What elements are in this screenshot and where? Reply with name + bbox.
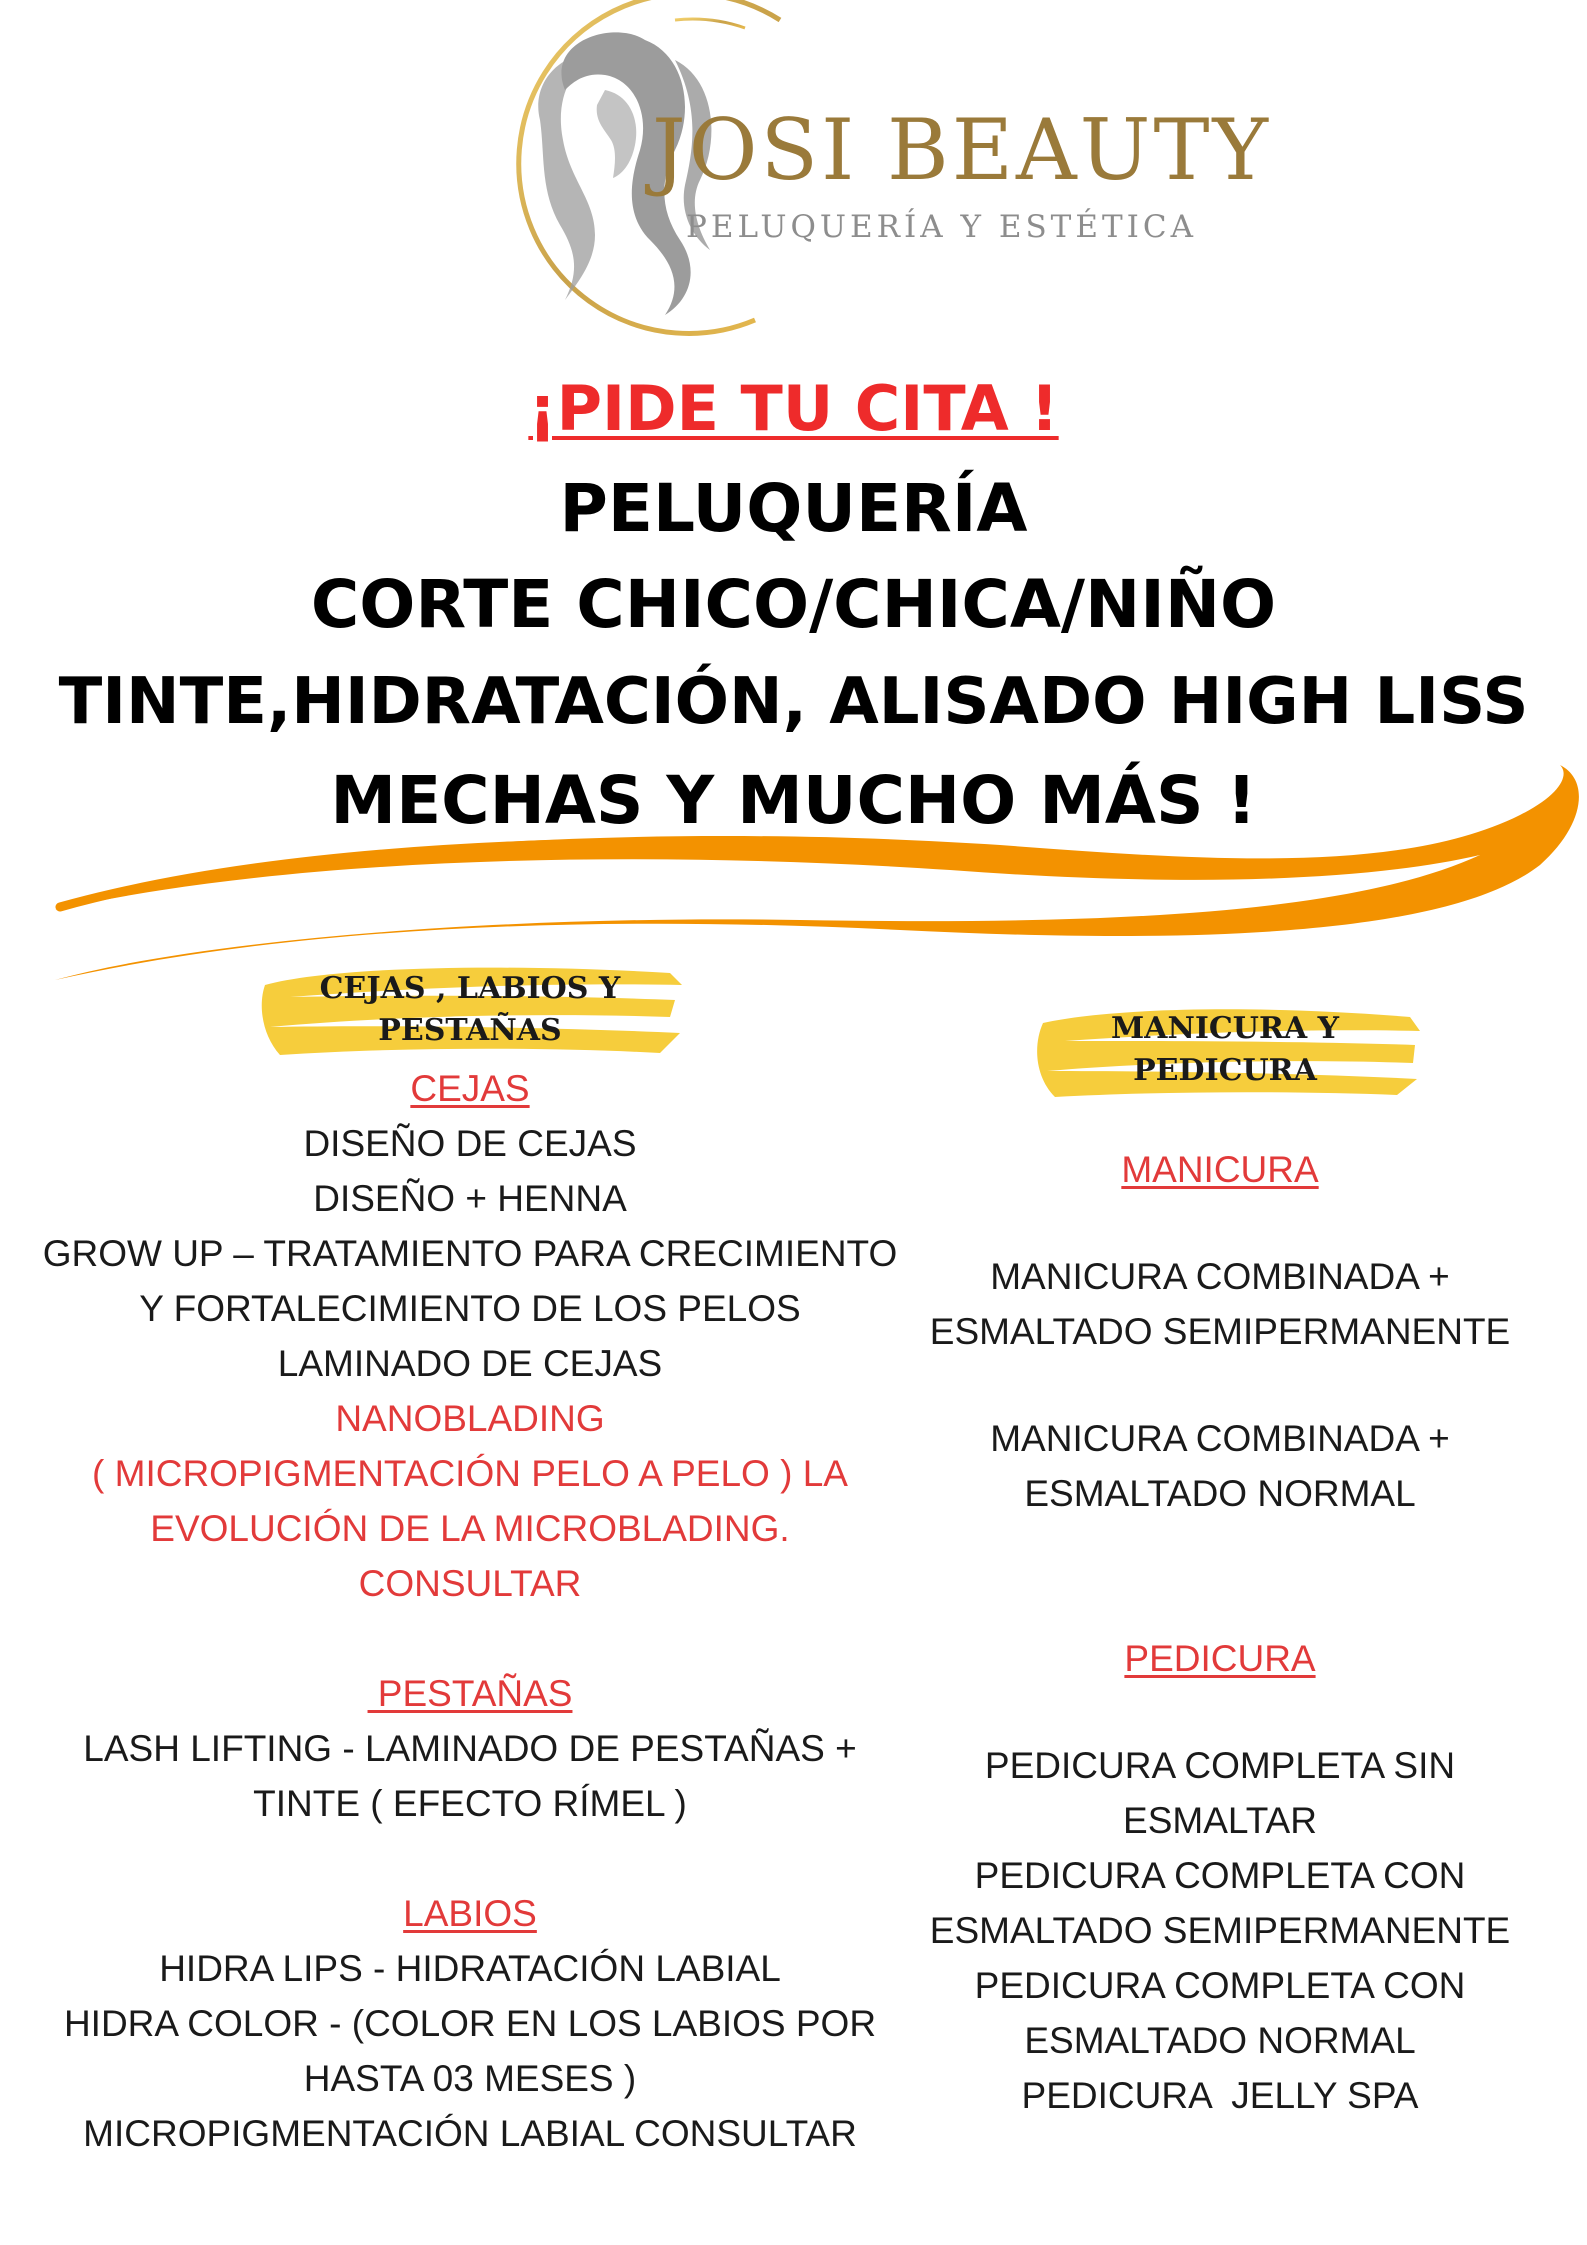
list-item: MANICURA COMBINADA + [990, 1418, 1450, 1459]
list-item: DISEÑO + HENNA [313, 1178, 627, 1219]
list-item: LAMINADO DE CEJAS [277, 1343, 663, 1384]
list-item: ESMALTADO NORMAL [1024, 2020, 1416, 2061]
headline-line-1: PELUQUERÍA [559, 470, 1028, 547]
headline-line-2: CORTE CHICO/CHICA/NIÑO [310, 566, 1277, 643]
badge-title-line-2: PESTAÑAS [378, 1013, 562, 1048]
headline-line-3: TINTE,HIDRATACIÓN, ALISADO HIGH LISS [58, 665, 1529, 739]
headline-line-4: MECHAS Y MUCHO MÁS ! [330, 762, 1257, 839]
list-item: PEDICURA COMPLETA CON [974, 1965, 1466, 2006]
eyebrows-lips-lashes-badge [250, 955, 690, 1065]
section-title-pedicura: PEDICURA [1124, 1638, 1316, 1679]
badge-title-line-1: MANICURA Y [1110, 1011, 1340, 1046]
book-appointment-cta[interactable]: ¡PIDE TU CITA ! [528, 372, 1059, 445]
nanoblading-line: CONSULTAR [358, 1563, 582, 1604]
list-item: HIDRA LIPS - HIDRATACIÓN LABIAL [159, 1948, 781, 1989]
manicure-pedicure-column [900, 1142, 1540, 2123]
list-item: HIDRA COLOR - (COLOR EN LOS LABIOS POR [63, 2003, 877, 2044]
manicure-pedicure-badge [1025, 995, 1425, 1105]
list-item: GROW UP – TRATAMIENTO PARA CRECIMIENTO [42, 1233, 898, 1274]
nanoblading-line: EVOLUCIÓN DE LA MICROBLADING. [150, 1508, 790, 1549]
list-item: ESMALTADO NORMAL [1024, 1473, 1416, 1514]
list-item: ESMALTAR [1123, 1800, 1317, 1841]
list-item: Y FORTALECIMIENTO DE LOS PELOS [139, 1288, 801, 1329]
section-title-labios: LABIOS [403, 1893, 537, 1934]
brand-name: JOSI BEAUTY [652, 101, 1271, 199]
orange-swoosh-divider [0, 755, 1587, 1005]
eyebrows-lips-lashes-column [40, 1061, 900, 2161]
list-item: ESMALTADO SEMIPERMANENTE [929, 1311, 1511, 1352]
list-item: MANICURA COMBINADA + [990, 1256, 1450, 1297]
section-title-pestanas: PESTAÑAS [367, 1673, 573, 1714]
section-title-cejas: CEJAS [410, 1068, 530, 1109]
nanoblading-line: ( MICROPIGMENTACIÓN PELO A PELO ) LA [92, 1453, 848, 1494]
brand-tagline: PELUQUERÍA Y ESTÉTICA [686, 209, 1198, 245]
list-item: DISEÑO DE CEJAS [303, 1123, 637, 1164]
nanoblading-line: NANOBLADING [335, 1398, 605, 1439]
section-title-manicura: MANICURA [1121, 1149, 1319, 1190]
list-item: TINTE ( EFECTO RÍMEL ) [253, 1783, 687, 1824]
list-item: MICROPIGMENTACIÓN LABIAL CONSULTAR [83, 2113, 857, 2154]
list-item: ESMALTADO SEMIPERMANENTE [929, 1910, 1511, 1951]
list-item: PEDICURA COMPLETA SIN [984, 1745, 1456, 1786]
badge-title-line-2: PEDICURA [1133, 1053, 1317, 1088]
list-item: PEDICURA JELLY SPA [1021, 2075, 1419, 2116]
list-item: PEDICURA COMPLETA CON [974, 1855, 1466, 1896]
badge-title-line-1: CEJAS , LABIOS Y [319, 971, 621, 1006]
list-item: HASTA 03 MESES ) [303, 2058, 637, 2099]
list-item: LASH LIFTING - LAMINADO DE PESTAÑAS + [83, 1728, 857, 1769]
